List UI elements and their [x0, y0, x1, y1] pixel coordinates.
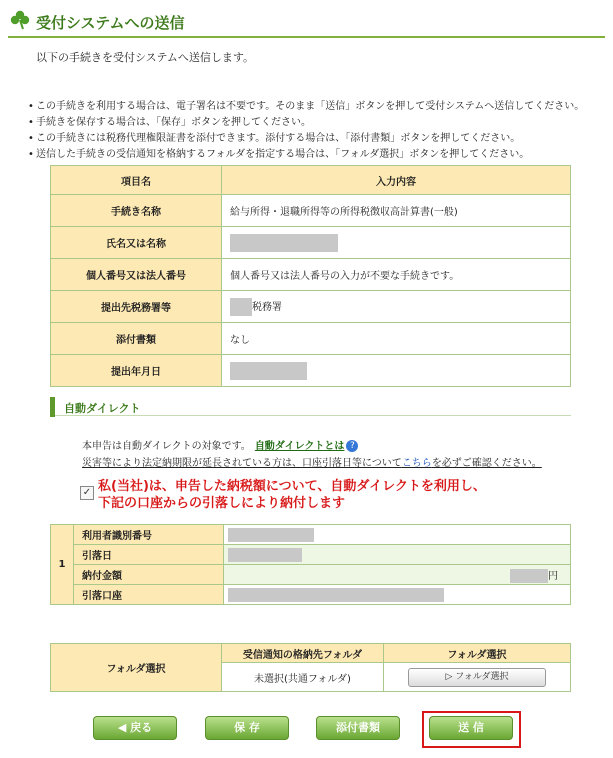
folder-select-table [50, 643, 571, 692]
attach-documents-button[interactable]: 添付書類 [316, 716, 400, 740]
account-number: 1 [51, 525, 74, 605]
table-row [51, 585, 571, 605]
agree-label: 私(当社)は、申告した納税額について、自動ダイレクトを利用し、 下記の口座からの引落しにより納付します [98, 479, 486, 511]
table-row [51, 227, 571, 259]
submission-date-value [222, 355, 571, 387]
attachments-value: なし [222, 323, 571, 355]
column-header-content: 入力内容 [222, 166, 571, 195]
redacted-block [228, 548, 302, 562]
table-row [51, 323, 571, 355]
back-button[interactable]: ◀ 戻る [93, 716, 177, 740]
row-label: 手続き名称 [51, 195, 222, 227]
row-label: 氏名又は名称 [51, 227, 222, 259]
help-icon[interactable]: ? [346, 440, 358, 452]
table-row [51, 525, 571, 545]
tax-office-value: 税務署 [222, 291, 571, 323]
row-label: 利用者識別番号 [74, 525, 224, 545]
instruction-list [36, 99, 584, 163]
section-title: 自動ダイレクト [64, 402, 141, 415]
user-id-value [224, 525, 571, 545]
redacted-block [230, 298, 252, 316]
page-title: 受付システムへの送信 [36, 14, 185, 32]
page-header [8, 8, 605, 38]
row-label: 添付書類 [51, 323, 222, 355]
folder-select-label: フォルダ選択 [51, 644, 222, 692]
row-label: 引落日 [74, 545, 224, 565]
table-row [51, 195, 571, 227]
send-button[interactable]: 送 信 [429, 716, 513, 740]
column-header-select: フォルダ選択 [383, 644, 570, 663]
debit-account-value [224, 585, 571, 605]
intro-text: 以下の手続きを受付システムへ送信します。 [36, 51, 255, 64]
folder-value: 未選択(共通フォルダ) [222, 663, 384, 692]
procedure-info-table [50, 165, 571, 387]
disaster-note: 災害等により法定納期限が延長されている方は、口座引落日等についてこちらを必ずご確認ください。 [82, 458, 542, 469]
id-number-value: 個人番号又は法人番号の入力が不要な手続きです。 [222, 259, 571, 291]
row-label: 提出年月日 [51, 355, 222, 387]
account-table [50, 524, 571, 605]
auto-direct-text: 本申告は自動ダイレクトの対象です。 自動ダイレクトとは ? [82, 437, 358, 452]
redacted-block [228, 528, 314, 542]
row-label: 引落口座 [74, 585, 224, 605]
auto-direct-link[interactable]: 自動ダイレクトとは [254, 441, 345, 452]
instruction-item: • この手続きを利用する場合は、電子署名は不要です。そのまま「送信」ボタンを押して受付システムへ送信してください。 [36, 99, 584, 115]
column-header-folder: 受信通知の格納先フォルダ [222, 644, 384, 663]
save-button[interactable]: 保 存 [205, 716, 289, 740]
folder-select-button[interactable]: ▷ フォルダ選択 [408, 668, 546, 687]
redacted-block [228, 588, 444, 602]
auto-direct-section-header [50, 397, 571, 416]
payment-amount-value: 円 [224, 565, 571, 585]
agree-checkbox[interactable]: ✓ [80, 486, 94, 500]
table-row [51, 545, 571, 565]
redacted-block [230, 234, 338, 252]
name-value [222, 227, 571, 259]
instruction-item: • この手続きには税務代理権限証書を添付できます。添付する場合は、「添付書類」ボタンを押してください。 [36, 131, 584, 147]
procedure-name-value: 給与所得・退職所得等の所得税徴収高計算書(一般) [222, 195, 571, 227]
play-icon: ▷ [445, 671, 453, 682]
instruction-item: • 送信した手続きの受信通知を格納するフォルダを指定する場合は、「フォルダ選択」ボタンを押してください。 [36, 147, 584, 163]
column-header-item: 項目名 [51, 166, 222, 195]
debit-date-value [224, 545, 571, 565]
table-row [51, 355, 571, 387]
redacted-block [230, 362, 307, 380]
table-row [51, 565, 571, 585]
here-link[interactable]: こちら [401, 458, 432, 469]
table-row [51, 291, 571, 323]
back-arrow-icon: ◀ [117, 721, 127, 734]
row-label: 納付金額 [74, 565, 224, 585]
row-label: 個人番号又は法人番号 [51, 259, 222, 291]
clover-icon [10, 10, 30, 30]
table-row [51, 259, 571, 291]
row-label: 提出先税務署等 [51, 291, 222, 323]
redacted-block [510, 569, 548, 583]
instruction-item: • 手続きを保存する場合は、「保存」ボタンを押してください。 [36, 115, 584, 131]
